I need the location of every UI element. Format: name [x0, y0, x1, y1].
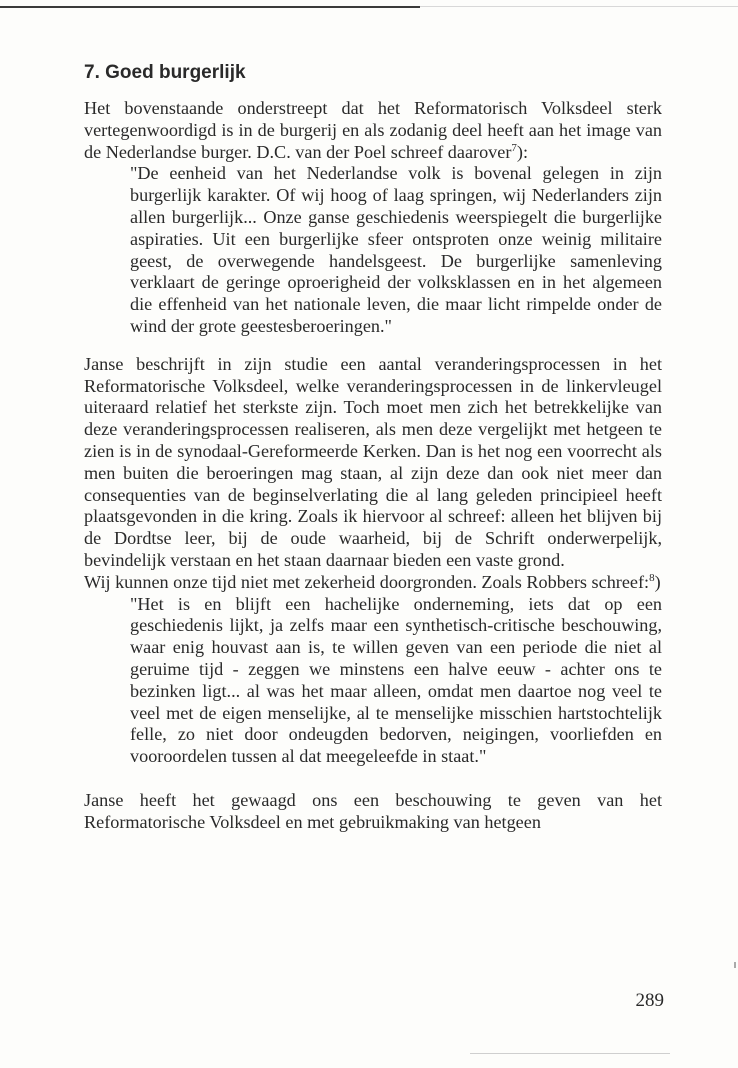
paragraph-janse: Janse beschrijft in zijn studie een aantal veranderingsprocessen in het Reformatorische Volksdeel, welke veranderingsprocessen in de linkervleugel uiteraard relatief het sterkste zijn. Toch moet men zich het betrekkelijke van deze veranderingsprocessen realiseren, als men deze vergelijkt met hetgeen te zien is in de synodaal-Gereformeerde Kerken. Dan is het nog een voorrecht als men buiten die beroeringen mag staan, al zijn deze dan ook niet meer dan consequenties van de beginselverlating die al lang geleden principieel heeft plaatsgevonden in die kring. Zoals ik hiervoor al schreef: alleen het blijven bij de Dordtse leer, bij de oude waarheid, bij de Schrift onderwerpelijk, bevindelijk verstaan en het staan daarnaar bieden een vaste grond. [84, 353, 662, 570]
paragraph-intro-text: Het bovenstaande onderstreept dat het Reformatorisch Volksdeel sterk vertegenwoordigd is in de burgerij en als zodanig deel heeft aan het image van de Nederlandse burger. D.C. van der Poel schreef daarover [84, 98, 662, 162]
edge-mark [734, 962, 736, 968]
paragraph-robbers-text: Wij kunnen onze tijd niet met zekerheid doorgronden. Zoals Robbers schreef: [84, 571, 650, 592]
top-rule [0, 6, 420, 8]
quote-robbers: "Het is en blijft een hachelijke onderneming, iets dat op een geschiedenis lijkt, ja zelfs maar een synthetisch-critische beschouwing, waar enig houvast aan is, te willen geven van een periode die niet al geruime tijd - zeggen we minstens een halve eeuw - achter ons te bezinken ligt... al was het maar alleen, omdat men daartoe nog veel te veel met de eigen menselijke, al te menselijke misschien hartstochtelijk felle, zo niet door ondeugden bedorven, neigingen, voorliefden en vooroordelen tussen al dat meegeleefde in staat." [130, 593, 662, 767]
page-body [84, 62, 662, 834]
paragraph-robbers [84, 572, 662, 594]
paragraph-intro [84, 98, 662, 163]
footnote-ref-7: 7 [511, 141, 517, 154]
spacer [84, 768, 662, 790]
quote-van-der-poel: "De eenheid van het Nederlandse volk is bovenal gelegen in zijn burgerlijk karakter. Of wij hoog of laag springen, wij Nederlanders zijn allen burgerlijk... Onze ganse geschiedenis weerspiegelt die burgerlijke aspiraties. Uit een burgerlijke sfeer ontsproten onze weinig militaire geest, de overwegende handelsgeest. De burgerlijke samenleving verklaart de geringe oproerigheid der volksklassen en in het algemeen die effenheid van het nationale leven, die maar licht rimpelde onder de wind der grote geestesberoeringen." [130, 163, 662, 336]
top-rule-faint [420, 6, 738, 7]
page-number: 289 [635, 990, 664, 1011]
section-heading: 7. Goed burgerlijk [84, 62, 246, 83]
bottom-rule [470, 1053, 670, 1054]
paragraph-robbers-end: ) [654, 571, 661, 592]
footnote-ref-8: 8 [649, 571, 655, 584]
paragraph-intro-end: ): [516, 141, 529, 162]
spacer [84, 338, 662, 354]
paragraph-closing: Janse heeft het gewaagd ons een beschouwing te geven van het Reformatorische Volksdeel en met gebruikmaking van hetgeen [84, 789, 662, 832]
